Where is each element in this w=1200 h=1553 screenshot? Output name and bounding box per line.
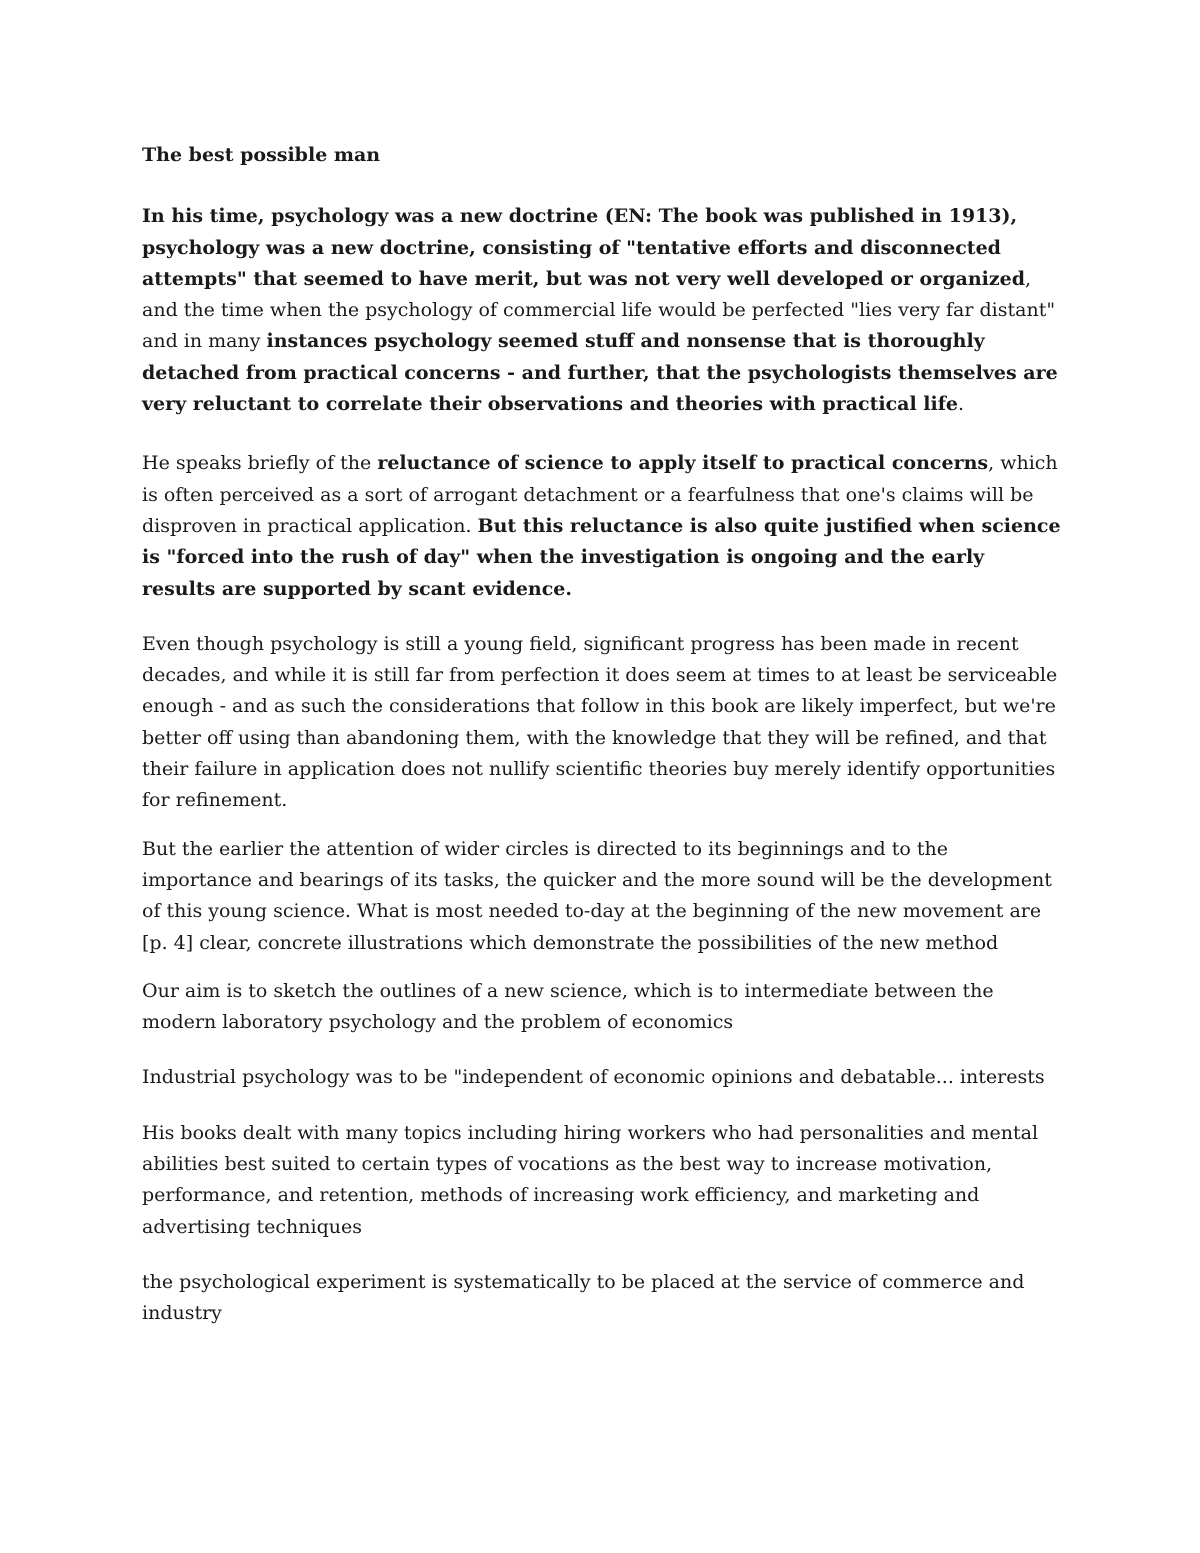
paragraph-7-run-1: His books dealt with many topics including hiring workers who had personalities and mental abilities best suited to certain types of vocations as the best way to increase motivation, performance, and retention, methods of increasing work efficiency, and marketing and advertising techniques bbox=[142, 1121, 1039, 1238]
paragraph-2 bbox=[142, 448, 1062, 604]
paragraph-4-run-1: But the earlier the attention of wider circles is directed to its beginnings and to the importance and bearings of its tasks, the quicker and the more sound will be the development of this young science. What is most needed to-day at the beginning of the new movement are [p. 4] clear, concrete illustrations which demonstrate the possibilities of the new method bbox=[142, 837, 1052, 954]
paragraph-2-run-3: , which is often perceived as a sort of arrogant detachment or a fearfulness that one's claims will be disproven in practical application. bbox=[142, 452, 1058, 537]
paragraph-1 bbox=[142, 201, 1062, 420]
paragraph-8-run-1: the psychological experiment is systematically to be placed at the service of commerce and industry bbox=[142, 1270, 1025, 1325]
paragraph-5-run-1: Our aim is to sketch the outlines of a new science, which is to intermediate between the modern laboratory psychology and the problem of economics bbox=[142, 979, 994, 1034]
paragraph-1-run-3: instances psychology seemed stuff and nonsense that is thoroughly detached from practical concerns - and further, that the psychologists themselves are very reluctant to correlate their observations and theories with practical life bbox=[142, 330, 1058, 416]
paragraph-3 bbox=[142, 629, 1062, 817]
paragraph-5 bbox=[142, 976, 1062, 1039]
paragraph-1-run-2: , and the time when the psychology of commercial life would be perfected "lies very far distant" and in many bbox=[142, 267, 1056, 353]
paragraph-7 bbox=[142, 1118, 1062, 1243]
paragraph-6 bbox=[142, 1062, 1062, 1093]
paragraph-6-run-1: Industrial psychology was to be "independent of economic opinions and debatable... interests bbox=[142, 1066, 1045, 1089]
document-title: The best possible man bbox=[142, 144, 381, 166]
document-page bbox=[142, 140, 1062, 1347]
paragraph-3-run-1: Even though psychology is still a young field, significant progress has been made in recent decades, and while it is still far from perfection it does seem at times to at least be serviceable enough - and as such the considerations that follow in this book are likely imperfect, but we're better off using than abandoning them, with the knowledge that they will be refined, and that their failure in application does not nullify scientific theories buy merely identify opportunities for refinement. bbox=[142, 632, 1058, 812]
paragraph-2-run-4: But this reluctance is also quite justified when science is "forced into the rush of day" when the investigation is ongoing and the early results are supported by scant evidence. bbox=[142, 514, 1061, 600]
paragraph-1-run-1: In his time, psychology was a new doctrine (EN: The book was published in 1913), psychology was a new doctrine, consisting of "tentative efforts and disconnected attempts" that seemed to have merit, but was not very well developed or organized bbox=[142, 205, 1026, 290]
paragraph-2-run-2: reluctance of science to apply itself to practical concerns bbox=[377, 452, 989, 475]
paragraph-4 bbox=[142, 834, 1062, 959]
paragraph-8 bbox=[142, 1267, 1062, 1330]
paragraph-1-run-4: . bbox=[958, 393, 965, 416]
paragraph-2-run-1: He speaks briefly of the bbox=[142, 452, 378, 475]
